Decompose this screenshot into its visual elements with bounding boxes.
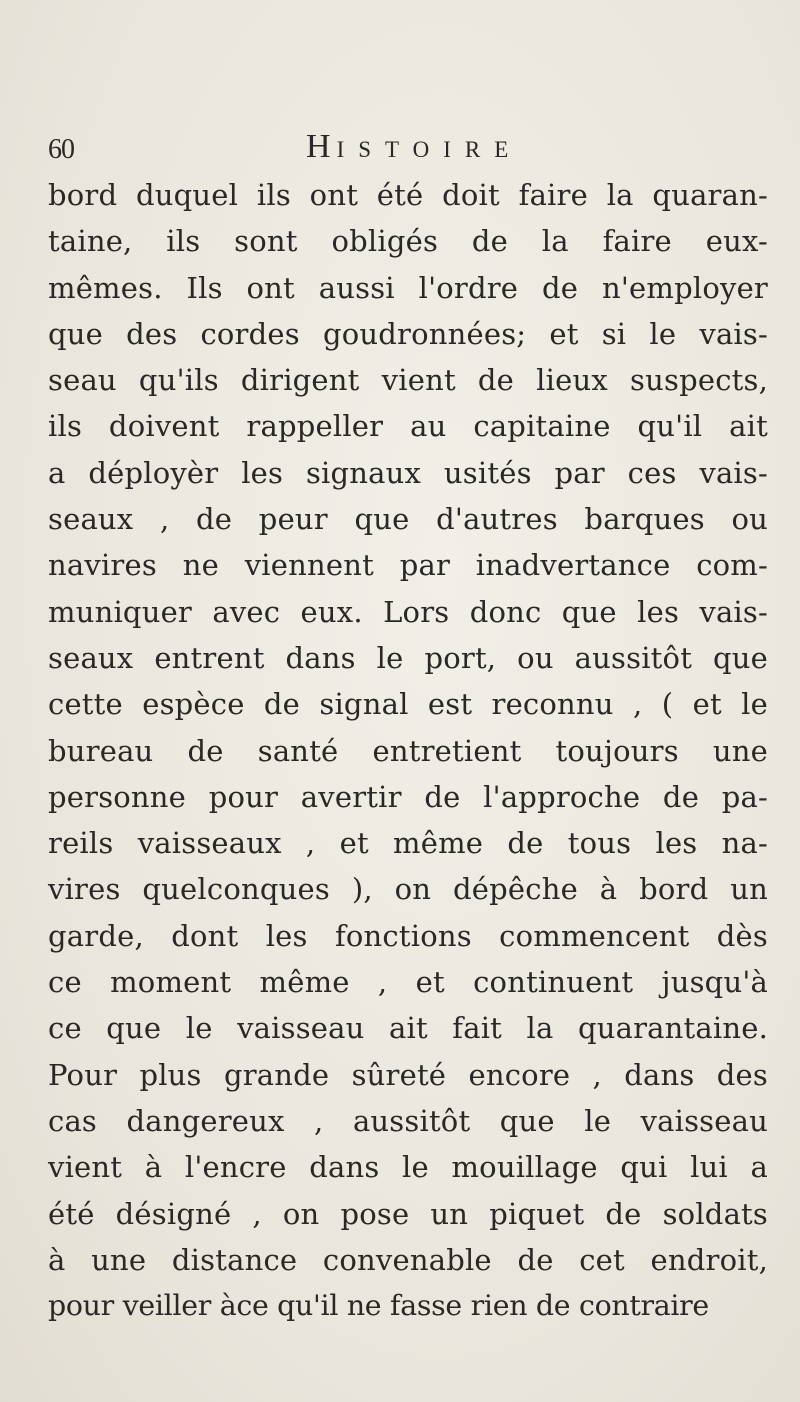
text-line: que des cordes goudronnées; et si le vais- — [48, 316, 768, 351]
text-line: navires ne viennent par inadvertance com- — [48, 548, 768, 583]
text-line: vient à l'encre dans le mouillage qui lui a — [48, 1150, 768, 1185]
text-line: à une distance convenable de cet endroit, — [48, 1242, 768, 1277]
text-line: cette espèce de signal est reconnu , ( et le — [48, 687, 768, 722]
text-line: personne pour avertir de l'approche de pa- — [48, 779, 768, 814]
text-line: ce moment même , et continuent jusqu'à — [48, 965, 768, 1000]
running-head — [306, 128, 522, 166]
text-line: a déployèr les signaux usités par ces vais- — [48, 455, 768, 490]
text-line: bureau de santé entretient toujours une — [48, 733, 768, 768]
text-line: ce que le vaisseau ait fait la quarantaine. — [48, 1011, 768, 1046]
text-line: mêmes. Ils ont aussi l'ordre de n'employer — [48, 270, 768, 305]
page-number: 60 — [48, 134, 74, 165]
text-line: Pour plus grande sûreté encore , dans des — [48, 1057, 768, 1092]
text-line: reils vaisseaux , et même de tous les na- — [48, 826, 768, 861]
text-line: vires quelconques ), on dépêche à bord un — [48, 872, 768, 907]
text-line: garde, dont les fonctions commencent dès — [48, 918, 768, 953]
body-text — [48, 172, 768, 1329]
text-line: ils doivent rappeller au capitaine qu'il ait — [48, 409, 768, 444]
text-line: bord duquel ils ont été doit faire la quaran- — [48, 178, 768, 212]
running-head-rest: ISTOIRE — [336, 137, 523, 162]
text-line: muniquer avec eux. Lors donc que les vais- — [48, 594, 768, 629]
text-line: seaux entrent dans le port, ou aussitôt que — [48, 640, 768, 675]
text-line: taine, ils sont obligés de la faire eux- — [48, 224, 768, 259]
text-line: seaux , de peur que d'autres barques ou — [48, 502, 768, 537]
text-line: pour veiller àce qu'il ne fasse rien de contraire — [48, 1289, 709, 1323]
running-head-initial: H — [306, 128, 337, 165]
text-line: été désigné , on pose un piquet de soldats — [48, 1196, 768, 1231]
text-line: seau qu'ils dirigent vient de lieux suspects, — [48, 363, 768, 398]
page-header — [48, 128, 768, 172]
text-line: cas dangereux , aussitôt que le vaisseau — [48, 1103, 768, 1138]
